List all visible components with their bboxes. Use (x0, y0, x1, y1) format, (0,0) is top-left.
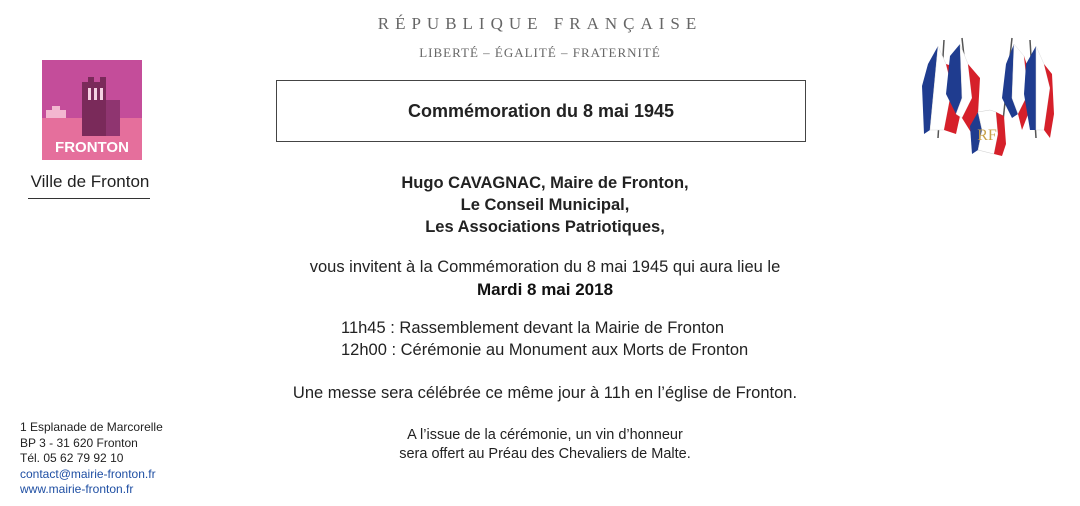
email-link[interactable]: contact@mairie-fronton.fr (20, 466, 156, 481)
logo-label: FRONTON (55, 139, 129, 156)
fronton-logo (42, 60, 142, 160)
invite-text: vous invitent à la Commémoration du 8 mai 1945 qui aura lieu le (309, 258, 781, 276)
schedule-item: 11h45 : Rassemblement devant la Mairie de Fronton (341, 319, 725, 337)
messe-text: Une messe sera célébrée ce même jour à 11h en l’église de Fronton. (292, 384, 798, 402)
host-line: Le Conseil Municipal, (460, 196, 630, 214)
schedule-item: 12h00 : Cérémonie au Monument aux Morts de Fronton (341, 341, 749, 359)
republique-heading: RÉPUBLIQUE FRANÇAISE (377, 14, 703, 33)
address-line: BP 3 - 31 620 Fronton (20, 435, 138, 450)
vin-line: A l’issue de la cérémonie, un vin d’honneur (407, 427, 683, 443)
event-title-box (276, 80, 806, 142)
divider (28, 198, 150, 199)
ville-caption: Ville de Fronton (30, 172, 150, 191)
event-date: Mardi 8 mai 2018 (476, 280, 614, 299)
phone: Tél. 05 62 79 92 10 (20, 451, 124, 465)
svg-text:RF: RF (977, 127, 997, 144)
vin-line: sera offert au Préau des Chevaliers de Malte. (399, 446, 691, 462)
vin-text (200, 426, 890, 464)
host-line: Les Associations Patriotiques, (425, 218, 665, 236)
host-line: Hugo CAVAGNAC, Maire de Fronton, (401, 174, 689, 192)
hosts-block (200, 172, 890, 238)
devise: LIBERTÉ – ÉGALITÉ – FRATERNITÉ (419, 45, 661, 60)
website-link[interactable]: www.mairie-fronton.fr (20, 482, 134, 496)
french-flags-icon (918, 34, 1056, 162)
address-line: 1 Esplanade de Marcorelle (20, 420, 163, 434)
address-block (20, 420, 163, 498)
event-title: Commémoration du 8 mai 1945 (407, 100, 675, 121)
